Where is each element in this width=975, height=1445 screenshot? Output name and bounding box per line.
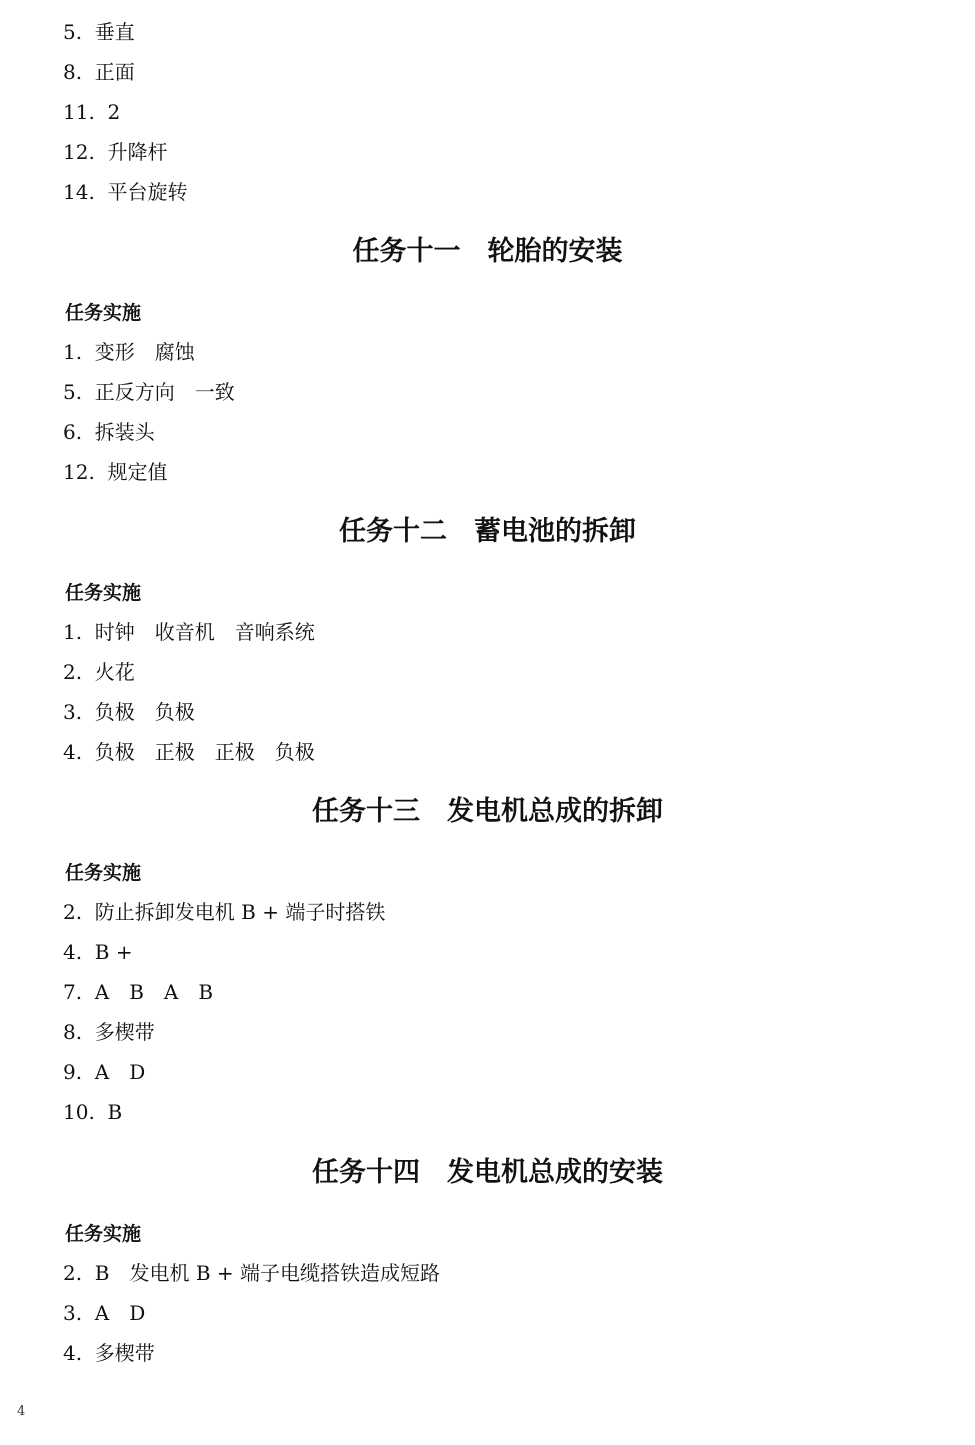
section-subheading: 任务实施 [65,302,142,324]
answer-line: 14. 平台旋转 [63,180,188,204]
answer-line: 12. 规定值 [63,460,168,484]
answer-line: 3. 负极 负极 [63,700,195,724]
answer-line: 12. 升降杆 [63,140,168,164]
answer-line: 10. B [63,1100,123,1124]
answer-line: 2. B 发电机 B + 端子电缆搭铁造成短路 [63,1261,441,1285]
answer-line: 9. A D [63,1060,146,1084]
answer-line: 8. 多楔带 [63,1020,155,1044]
answer-line: 2. 火花 [63,660,135,684]
section-title: 任务十一 轮胎的安装 [352,236,623,267]
answer-line: 7. A B A B [63,980,214,1004]
section-subheading: 任务实施 [65,582,142,604]
answer-line: 4. 多楔带 [63,1341,155,1365]
answer-line: 1. 变形 腐蚀 [63,340,195,364]
answer-line: 5. 垂直 [63,20,135,44]
answer-line: 6. 拆装头 [63,420,155,444]
section-subheading: 任务实施 [65,862,142,884]
section-title: 任务十三 发电机总成的拆卸 [312,796,663,827]
page-number: 4 [17,1404,26,1419]
answer-line: 11. 2 [63,100,121,124]
section-title: 任务十四 发电机总成的安装 [312,1157,663,1188]
section-subheading: 任务实施 [65,1223,142,1245]
answer-line: 4. B + [63,940,133,964]
section-title: 任务十二 蓄电池的拆卸 [339,516,636,547]
answer-line: 2. 防止拆卸发电机 B + 端子时搭铁 [63,900,386,924]
answer-line: 3. A D [63,1301,146,1325]
answer-line: 1. 时钟 收音机 音响系统 [63,620,315,644]
answer-line: 8. 正面 [63,60,135,84]
answer-line: 4. 负极 正极 正极 负极 [63,740,315,764]
answer-line: 5. 正反方向 一致 [63,380,235,404]
